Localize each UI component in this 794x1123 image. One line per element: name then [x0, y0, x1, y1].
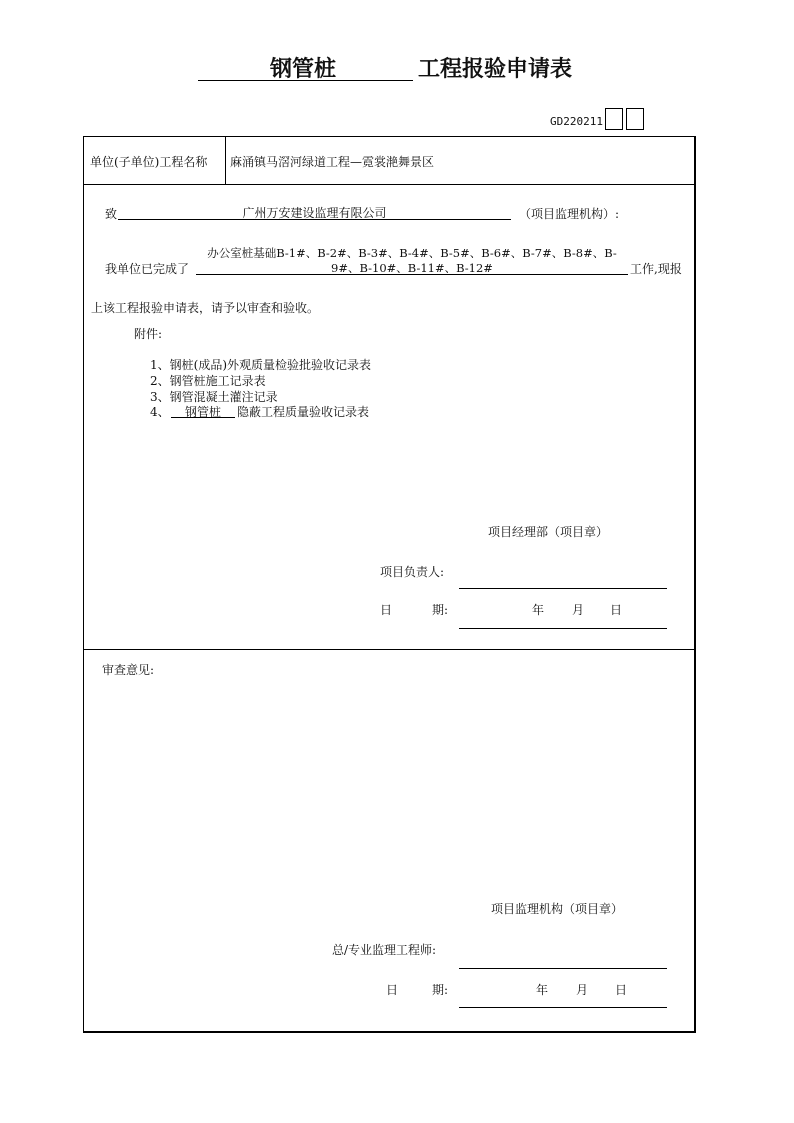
code-box-1[interactable] — [605, 108, 623, 130]
attachment-item-4-name: 钢管桩 — [184, 405, 221, 419]
code-box-2[interactable] — [626, 108, 644, 130]
responsible-label: 项目负责人: — [380, 565, 445, 579]
completed-work-line-2: 9#、B-10#、B-11#、B-12# — [331, 261, 493, 275]
date-label-2a: 日 — [386, 983, 399, 997]
to-suffix: （项目监理机构）: — [519, 207, 620, 221]
attachment-item-4-underline — [171, 417, 235, 418]
month-label-2: 月 — [576, 983, 589, 997]
completed-work-underline — [196, 274, 628, 275]
column-divider — [225, 136, 226, 184]
date-label-1a: 日 — [380, 603, 393, 617]
row-divider-1 — [83, 184, 695, 185]
project-name-label: 单位(子单位)工程名称 — [90, 155, 208, 169]
completed-suffix: 工作,现报 — [630, 262, 682, 276]
attachment-item-3: 3、钢管混凝土灌注记录 — [150, 390, 278, 404]
date-label-2b: 期: — [432, 983, 449, 997]
attachments-label: 附件: — [134, 327, 163, 341]
recipient-name: 广州万安建设监理有限公司 — [242, 206, 387, 220]
request-text: 上该工程报验申请表，请予以审查和验收。 — [91, 301, 320, 315]
to-prefix: 致 — [105, 207, 118, 221]
date-label-1b: 期: — [432, 603, 449, 617]
org-seal-label: 项目监理机构（项目章） — [491, 902, 624, 916]
attachment-item-2: 2、钢管桩施工记录表 — [150, 374, 266, 388]
review-label: 审查意见: — [102, 663, 155, 677]
month-label-1: 月 — [572, 603, 585, 617]
dept-seal-label: 项目经理部（项目章） — [488, 525, 609, 539]
form-code: GD220211 — [550, 115, 603, 128]
year-label-2: 年 — [536, 983, 549, 997]
attachment-item-1: 1、钢桩(成品)外观质量检验批验收记录表 — [150, 358, 371, 372]
date-line-2[interactable] — [459, 1007, 667, 1008]
engineer-signature-line[interactable] — [459, 968, 667, 969]
row-divider-2 — [83, 649, 695, 650]
completed-work-line-1: 办公室桩基础B-1#、B-2#、B-3#、B-4#、B-5#、B-6#、B-7#、B-8#、B- — [207, 246, 617, 260]
year-label-1: 年 — [532, 603, 545, 617]
project-name-value: 麻涌镇马滘河绿道工程—霓裳滟舞景区 — [230, 155, 435, 169]
day-label-2: 日 — [615, 983, 628, 997]
responsible-signature-line[interactable] — [459, 588, 667, 589]
day-label-1: 日 — [610, 603, 623, 617]
date-line-1[interactable] — [459, 628, 667, 629]
completed-prefix: 我单位已完成了 — [105, 262, 190, 276]
title-text: 工程报验申请表 — [418, 57, 573, 82]
engineer-label: 总/专业监理工程师: — [332, 943, 437, 957]
attachment-item-4-suffix: 隐蔽工程质量验收记录表 — [237, 405, 370, 419]
title-project-name: 钢管桩 — [270, 57, 337, 82]
attachment-item-4-prefix: 4、 — [150, 405, 170, 419]
